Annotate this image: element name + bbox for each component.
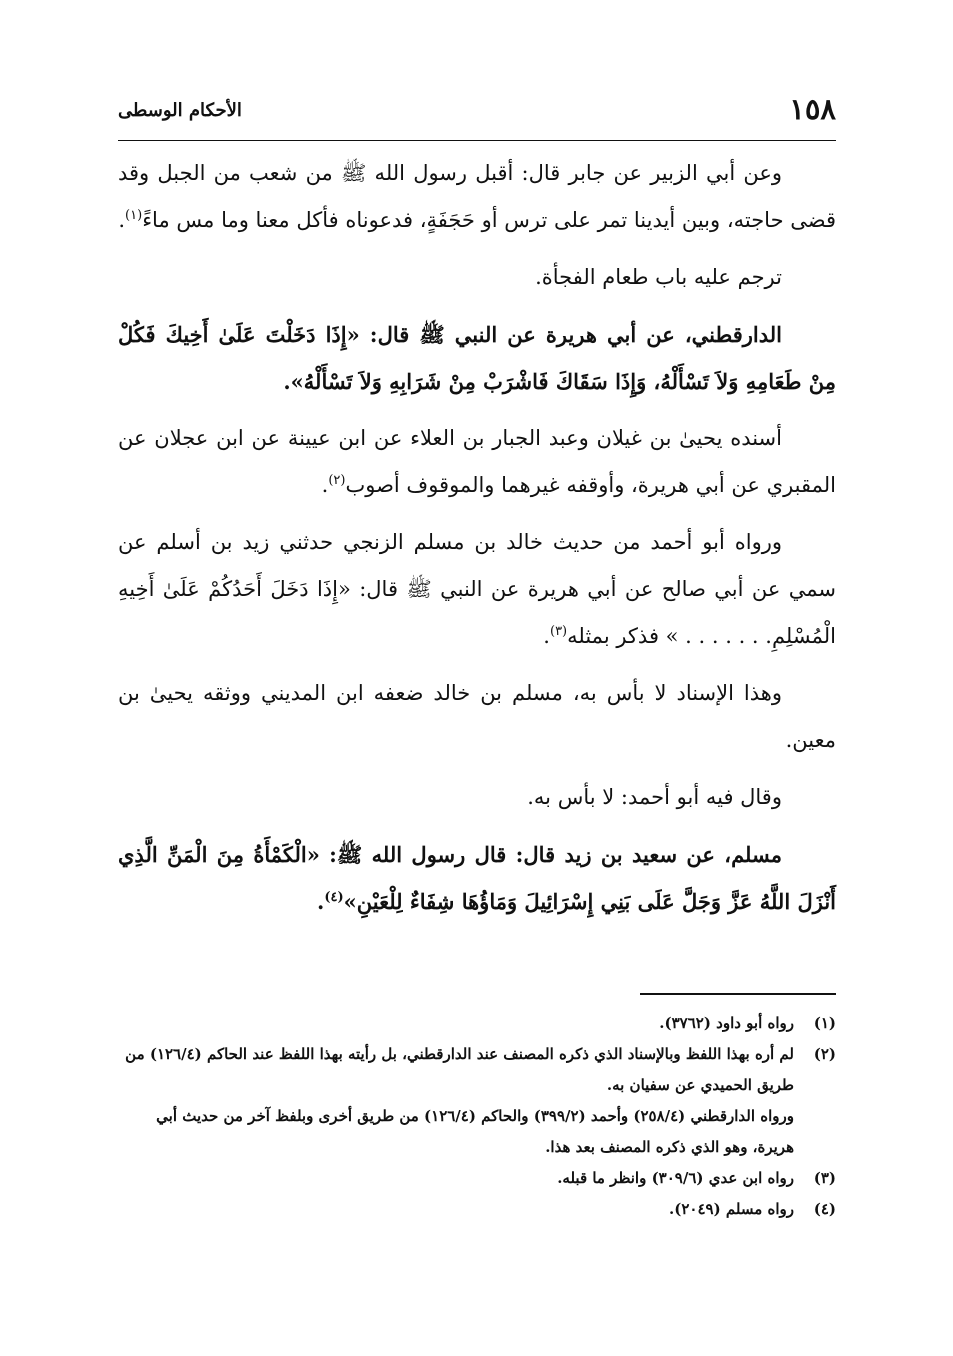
main-text (118, 150, 836, 935)
footnote-number: (٣) (813, 1169, 836, 1187)
footnote: (٣) رواه ابن عدي (٣٠٩/٦) وانظر ما قبله. (118, 1163, 836, 1194)
footnote-number: (٤) (813, 1200, 836, 1218)
paragraph: ترجم عليه باب طعام الفجأة. (535, 265, 782, 289)
paragraph: وهذا الإسناد لا بأس به، مسلم بن خالد ضعفه ابن المديني ووثقه يحيىٰ بن معين. (118, 681, 836, 752)
page-header (118, 92, 836, 132)
paragraph: أسنده يحيىٰ بن غيلان وعبد الجبار بن العلاء عن ابن عيينة عن ابن عجلان عن المقبري عن أبي هريرة، وأوقفه غيرهما والموقوف أصوب$^{(٢)}$. (118, 426, 836, 497)
header-rule (118, 140, 836, 141)
footnote: (٢) لم أره بهذا اللفظ وبالإسناد الذي ذكره المصنف عند الدارقطني، بل رأيته بهذا اللفظ عند الحاكم (١٢٦/٤) من طريق الحميدي عن سفيان به. ورواه الدارقطني (٢٥٨/٤) وأحمد (٣٩٩/٢) والحاكم (١٢٦/٤) من طريق أخرى وبلفظ آخر من حديث أبي هريرة، وهو الذي ذكره المصنف بعد هذا. (118, 1039, 836, 1163)
paragraph: ورواه أبو أحمد من حديث خالد بن مسلم الزنجي حدثني زيد بن أسلم عن سمي عن أبي صالح عن أبي هريرة عن النبي ﷺ قال: «إِذَا دَخَلَ أَحَدُكُمْ عَلَىٰ أَخِيهِ الْمُسْلِمِ. . . . . . . » فذكر بمثله$^{(٣)}$. (118, 530, 836, 648)
paragraph: مسلم، عن سعيد بن زيد قال: قال رسول الله ﷺ: «الْكَمْأَةُ مِنَ الْمَنِّ الَّذِي أَنْزَلَ اللَّهُ عَزَّ وَجَلَّ عَلَى بَنِي إِسْرَائِيلَ وَمَاؤُهَا شِفَاءٌ لِلْعَيْنِ»$^{(٤)}$. (118, 842, 836, 914)
footnote: (١) رواه أبو داود (٣٧٦٢). (118, 1008, 836, 1039)
paragraph: الدارقطني، عن أبي هريرة عن النبي ﷺ قال: «إِذَا دَخَلْتَ عَلَىٰ أَخِيكَ فَكُلْ مِنْ طَعَامِهِ وَلاَ تَسْأَلْهُ، وَإِذَا سَقَاكَ فَاشْرَبْ مِنْ شَرَابِهِ وَلاَ تَسْأَلْهُ». (118, 322, 836, 394)
footnotes (118, 1008, 836, 1225)
paragraph: وقال فيه أبو أحمد: لا بأس به. (527, 785, 782, 809)
page-number: ١٥٨ (789, 92, 836, 126)
footnote: (٤) رواه مسلم (٢٠٤٩). (118, 1194, 836, 1225)
running-title: الأحكام الوسطى (118, 100, 242, 121)
paragraph: وعن أبي الزبير عن جابر قال: أقبل رسول الله ﷺ من شعب من الجبل وقد قضى حاجته، وبين أيدينا تمر على ترس أو حَجَفَةٍ، فدعوناه فأكل معنا وما مس ماءً$^{(١)}$. (118, 161, 836, 232)
footnote-number: (٢) (813, 1045, 836, 1063)
footnote-rule (640, 993, 836, 995)
footnote-number: (١) (813, 1014, 836, 1032)
